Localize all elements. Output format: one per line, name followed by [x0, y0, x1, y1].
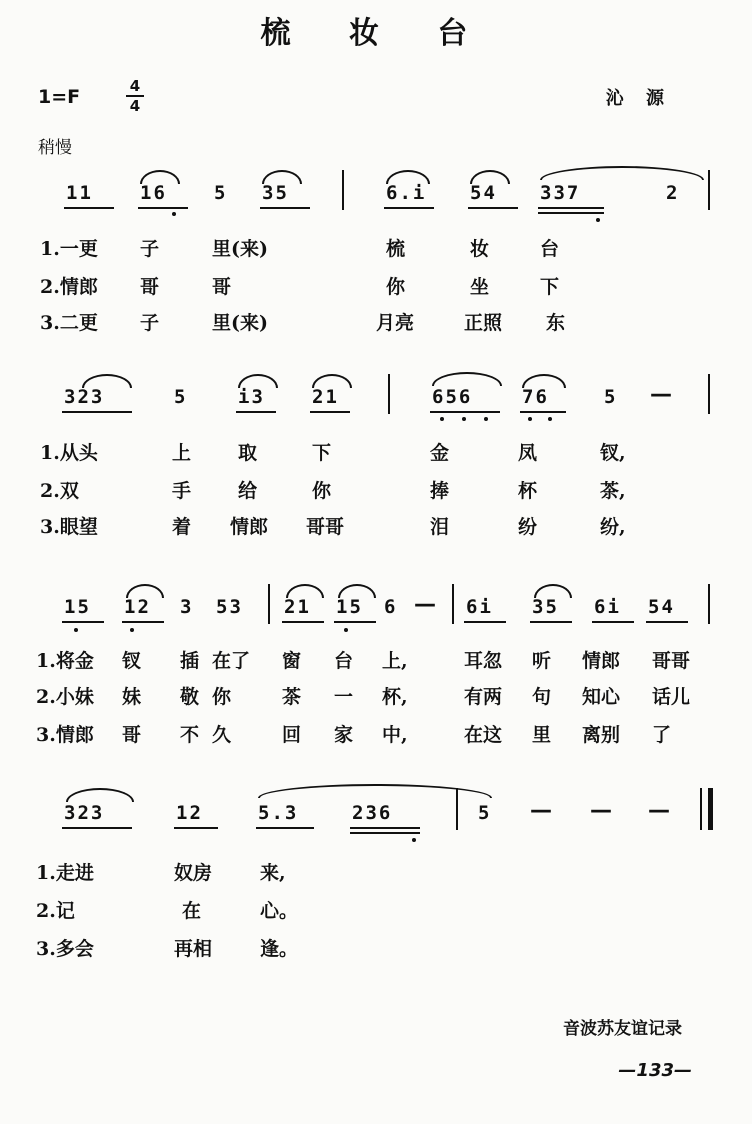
underline [282, 621, 324, 623]
lyric: 里 [532, 724, 552, 746]
staff-system-1 [0, 160, 752, 360]
note: 2 [666, 182, 680, 204]
note: 6 [384, 596, 398, 618]
lyric: 着 [172, 516, 192, 538]
rest-dash: — [590, 798, 612, 823]
barline [708, 374, 710, 414]
lyric: 2.小妹 [36, 686, 94, 708]
note: 323 [64, 386, 105, 408]
time-signature [126, 78, 144, 114]
lyric: 3.二更 [40, 312, 98, 334]
lyric: 坐 [470, 276, 490, 298]
underline [62, 827, 132, 829]
lyric: 手 [172, 480, 192, 502]
underline [174, 827, 218, 829]
lyric: 1.走进 [36, 862, 94, 884]
staff-system-2 [0, 364, 752, 564]
slur [66, 788, 134, 802]
barline [452, 584, 454, 624]
slur [386, 170, 430, 184]
note: 16 [140, 182, 167, 204]
lyric: 情郎 [582, 650, 621, 672]
underline [62, 411, 132, 413]
lyric: 下 [540, 276, 560, 298]
octave-dot [440, 417, 444, 421]
staff-system-4 [0, 776, 752, 976]
lyric: 金 [430, 442, 450, 464]
lyric: 窗 [282, 650, 302, 672]
note: 323 [64, 802, 105, 824]
lyric: 东 [546, 312, 566, 334]
barline [268, 584, 270, 624]
underline [468, 207, 518, 209]
lyric: 梳 [386, 238, 406, 260]
underline [464, 621, 506, 623]
note: 12 [176, 802, 203, 824]
lyric: 茶, [600, 480, 626, 502]
lyric: 台 [334, 650, 354, 672]
underline [310, 411, 350, 413]
lyric: 了 [652, 724, 672, 746]
lyric: 插 [180, 650, 200, 672]
lyric: 哥 [122, 724, 142, 746]
slur [258, 784, 492, 798]
underline [236, 411, 276, 413]
lyric: 里(来) [212, 312, 268, 334]
page-number: —133— [618, 1060, 692, 1081]
lyric: 敬 [180, 686, 200, 708]
lyric: 不 [180, 724, 200, 746]
underline [538, 212, 604, 214]
barline [342, 170, 344, 210]
lyric: 有两 [464, 686, 503, 708]
lyric: 2.情郎 [40, 276, 98, 298]
lyric: 耳忽 [464, 650, 503, 672]
lyric: 再相 [174, 938, 213, 960]
slur [126, 584, 164, 598]
note: 5 [174, 386, 188, 408]
note: 21 [312, 386, 339, 408]
rest-dash: — [414, 592, 436, 617]
lyric: 妹 [122, 686, 142, 708]
lyric: 哥哥 [306, 516, 345, 538]
lyric: 子 [140, 312, 160, 334]
octave-dot [548, 417, 552, 421]
lyric: 钗, [600, 442, 626, 464]
lyric: 月亮 [376, 312, 415, 334]
tempo-marking: 稍慢 [38, 138, 72, 158]
lyric: 奴房 [174, 862, 213, 884]
slur [238, 374, 278, 388]
underline [538, 207, 604, 209]
slur [338, 584, 376, 598]
underline [530, 621, 572, 623]
lyric: 逢。 [260, 938, 299, 960]
lyric: 妆 [470, 238, 490, 260]
octave-dot [528, 417, 532, 421]
note: 3 [180, 596, 194, 618]
song-title: 梳 妆 台 [260, 16, 492, 51]
slur [312, 374, 352, 388]
lyric: 茶 [282, 686, 302, 708]
lyric: 上, [382, 650, 408, 672]
lyric: 子 [140, 238, 160, 260]
octave-dot [344, 628, 348, 632]
barline [708, 584, 710, 624]
lyric: 里(来) [212, 238, 268, 260]
lyric: 来, [260, 862, 286, 884]
lyric: 哥哥 [652, 650, 691, 672]
lyric: 杯, [382, 686, 408, 708]
lyric: 3.情郎 [36, 724, 94, 746]
note: 35 [262, 182, 289, 204]
barline [708, 170, 710, 210]
barline [388, 374, 390, 414]
underline [350, 827, 420, 829]
note: 35 [532, 596, 559, 618]
note: 54 [470, 182, 497, 204]
note: 6i [594, 596, 621, 618]
lyric: 在了 [212, 650, 251, 672]
note: 236 [352, 802, 393, 824]
note: 12 [124, 596, 151, 618]
lyric: 泪 [430, 516, 450, 538]
underline [260, 207, 310, 209]
lyric: 捧 [430, 480, 450, 502]
lyric: 纷, [600, 516, 626, 538]
octave-dot [412, 838, 416, 842]
lyric: 台 [540, 238, 560, 260]
lyric: 2.记 [36, 900, 75, 922]
final-barline [708, 788, 713, 830]
note: 337 [540, 182, 581, 204]
slur [286, 584, 324, 598]
slur [82, 374, 132, 388]
note: 76 [522, 386, 549, 408]
underline [256, 827, 314, 829]
lyric: 哥 [212, 276, 232, 298]
lyric: 句 [532, 686, 552, 708]
lyric: 1.一更 [40, 238, 98, 260]
underline [384, 207, 434, 209]
rest-dash: — [530, 798, 552, 823]
underline [520, 411, 566, 413]
underline [62, 621, 104, 623]
slur [140, 170, 180, 184]
lyric: 知心 [582, 686, 621, 708]
lyric: 你 [312, 480, 332, 502]
time-top: 4 [129, 77, 141, 95]
lyric: 2.双 [40, 480, 79, 502]
note: 15 [336, 596, 363, 618]
lyric: 情郎 [230, 516, 269, 538]
lyric: 回 [282, 724, 302, 746]
octave-dot [596, 218, 600, 222]
octave-dot [462, 417, 466, 421]
underline [334, 621, 376, 623]
note: 656 [432, 386, 473, 408]
lyric: 杯 [518, 480, 538, 502]
lyric: 1.将金 [36, 650, 94, 672]
lyric: 中, [382, 724, 408, 746]
note: 6i [466, 596, 493, 618]
lyric: 给 [238, 480, 258, 502]
note: 5 [214, 182, 228, 204]
note: 11 [66, 182, 93, 204]
transcription-credit: 音波苏友谊记录 [563, 1019, 682, 1039]
lyric: 听 [532, 650, 552, 672]
lyric: 正照 [464, 312, 503, 334]
lyric: 在这 [464, 724, 503, 746]
underline [646, 621, 688, 623]
lyric: 取 [238, 442, 258, 464]
underline [430, 411, 500, 413]
lyric: 1.从头 [40, 442, 98, 464]
underline [592, 621, 634, 623]
lyric: 纷 [518, 516, 538, 538]
note: 5.3 [258, 802, 299, 824]
note: 6.i [386, 182, 427, 204]
lyric: 上 [172, 442, 192, 464]
staff-system-3 [0, 574, 752, 774]
slur [522, 374, 566, 388]
lyric: 3.多会 [36, 938, 94, 960]
lyric: 下 [312, 442, 332, 464]
barline [700, 788, 702, 830]
note: 53 [216, 596, 243, 618]
lyric: 哥 [140, 276, 160, 298]
lyric: 离别 [582, 724, 621, 746]
slur [470, 170, 510, 184]
lyric: 心。 [260, 900, 299, 922]
lyric: 你 [212, 686, 232, 708]
note: i3 [238, 386, 265, 408]
lyric: 一 [334, 686, 354, 708]
time-bottom: 4 [129, 97, 141, 115]
slur [262, 170, 302, 184]
lyric: 3.眼望 [40, 516, 98, 538]
lyric: 久 [212, 724, 232, 746]
underline [350, 832, 420, 834]
underline [122, 621, 164, 623]
note: 15 [64, 596, 91, 618]
lyric: 在 [182, 900, 202, 922]
octave-dot [74, 628, 78, 632]
lyric: 钗 [122, 650, 142, 672]
rest-dash: — [648, 798, 670, 823]
lyric: 家 [334, 724, 354, 746]
note: 5 [478, 802, 492, 824]
note: 54 [648, 596, 675, 618]
underline [64, 207, 114, 209]
key-signature: 1=F [38, 86, 81, 108]
note: 21 [284, 596, 311, 618]
octave-dot [130, 628, 134, 632]
lyric: 你 [386, 276, 406, 298]
slur [540, 166, 704, 180]
rest-dash: — [650, 382, 672, 407]
octave-dot [172, 212, 176, 216]
region-label: 沁 源 [605, 88, 672, 109]
note: 5 [604, 386, 618, 408]
lyric: 话儿 [652, 686, 691, 708]
slur [534, 584, 572, 598]
slur [432, 372, 502, 386]
underline [138, 207, 188, 209]
octave-dot [484, 417, 488, 421]
lyric: 凤 [518, 442, 538, 464]
